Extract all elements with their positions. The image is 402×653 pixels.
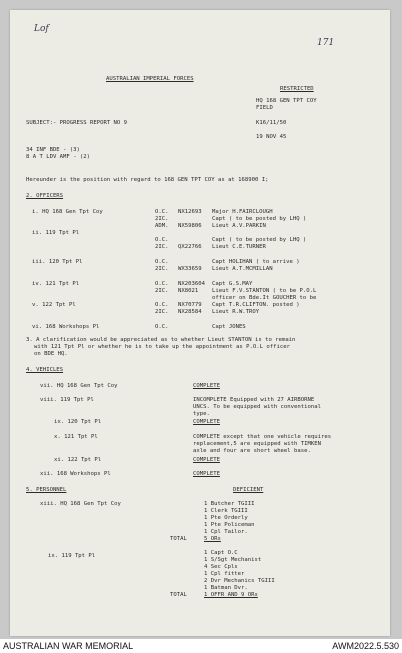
addressee-1: 34 INF BDE - (3): [26, 147, 80, 153]
vehicle-detail: type.: [193, 411, 210, 417]
document-page: [10, 10, 390, 636]
intro-paragraph: Hereunder is the position with regard to 168 GEN TPT COY as at 168900 I;: [26, 177, 269, 183]
officer-name: Lieut R.W.TROY: [212, 309, 260, 315]
personnel-item: 2 Dvr Mechanics TGIII: [204, 578, 275, 584]
deficient-label: DEFICIENT: [233, 487, 264, 493]
officer-name: Major H.FAIRCLOUGH: [212, 209, 273, 215]
hq-line-2: FIELD: [256, 105, 273, 111]
officer-number: NX8021: [178, 288, 199, 294]
vehicle-unit: vii. HQ 168 Gen Tpt Coy: [40, 383, 118, 389]
total-value: 1 OFFR AND 9 ORs: [204, 592, 258, 598]
personnel-unit: ix. 119 Tpt Pl: [48, 553, 96, 559]
officer-name-continued: officer on Bde.It GOUCHER to be: [212, 295, 317, 301]
reference-number: K16/11/50: [256, 120, 287, 126]
officers-heading: 2. OFFICERS: [26, 193, 64, 199]
personnel-item: 1 Pte Orderly: [204, 515, 248, 521]
vehicle-status: COMPLETE: [193, 471, 220, 477]
officer-unit: ii. 119 Tpt Pl: [32, 230, 80, 236]
officer-name: Lieut C.E.TURNER: [212, 244, 266, 250]
officer-role: O.C.: [155, 237, 169, 243]
vehicle-status: COMPLETE: [193, 457, 220, 463]
vehicles-heading: 4. VEHICLES: [26, 367, 64, 373]
personnel-item: 1 Capt O.C: [204, 550, 238, 556]
subject-line: SUBJECT:- PROGRESS REPORT NO 9: [26, 120, 128, 126]
officer-role: O.C.: [155, 259, 169, 265]
footer-bar: [0, 639, 402, 653]
officer-number: NX70779: [178, 302, 202, 308]
officer-role: O.C.: [155, 209, 169, 215]
handwritten-mark-top-left: Lof: [34, 24, 49, 34]
officer-name: Capt G.S.MAY: [212, 281, 253, 287]
officer-name: Capt ( to be posted by LHQ ): [212, 216, 307, 222]
vehicle-unit: ix. 120 Tpt Pl: [54, 419, 102, 425]
personnel-item: 1 Butcher TGIII: [204, 501, 255, 507]
officer-role: O.C.: [155, 324, 169, 330]
vehicle-unit: xi. 122 Tpt Pl: [54, 457, 102, 463]
clarification-line-3: on BDE HQ.: [34, 351, 68, 357]
total-label: TOTAL: [170, 592, 187, 598]
personnel-unit: xiii. HQ 168 Gen Tpt Coy: [40, 501, 121, 507]
officer-name: Lieut F.V.STANTON ( to be P.O.L: [212, 288, 317, 294]
officer-name: Capt HOLIHAN ( to arrive ): [212, 259, 300, 265]
personnel-item: 1 Cpl Tailor.: [204, 529, 248, 535]
classification: RESTRICTED: [280, 86, 314, 92]
vehicle-detail: INCOMPLETE Equipped with 27 AIRBORNE: [193, 397, 315, 403]
officer-role: O.C.: [155, 281, 169, 287]
clarification-line-1: 3. A clarification would be appreciated as to whether Lieut STANTON is to remain: [26, 337, 296, 343]
vehicle-status: COMPLETE: [193, 383, 220, 389]
officer-role: O.C.: [155, 302, 169, 308]
vehicle-unit: xii. 168 Workshops Pl: [40, 471, 111, 477]
officer-role: 2IC.: [155, 216, 169, 222]
vehicle-detail: COMPLETE except that one vehicle requires: [193, 434, 332, 440]
officer-unit: vi. 168 Workshops Pl: [32, 324, 100, 330]
officer-unit: iv. 121 Tpt Pl: [32, 281, 80, 287]
officer-name: Lieut A.T.MCMILLAN: [212, 266, 273, 272]
footer-institution: AUSTRALIAN WAR MEMORIAL: [3, 641, 134, 651]
header-title: AUSTRALIAN IMPERIAL FORCES: [106, 76, 194, 82]
officer-number: NX28584: [178, 309, 202, 315]
vehicle-detail: replacement,5 are equipped with TIMKEN: [193, 441, 321, 447]
officer-name: Capt JONES: [212, 324, 246, 330]
addressee-2: 8 A T LDV AMF - (2): [26, 154, 90, 160]
officer-role: 2IC.: [155, 288, 169, 294]
handwritten-folio-number: 171: [317, 38, 335, 48]
personnel-item: 1 Clerk TGIII: [204, 508, 248, 514]
personnel-item: 4 Sec Cpls: [204, 564, 238, 570]
officer-name: Capt T.R.CLIFTON. posted ): [212, 302, 300, 308]
clarification-line-2: with 121 Tpt Pl or whether he is to take up the appointment as P.O.L officer: [34, 344, 290, 350]
document-date: 19 NOV 45: [256, 134, 287, 140]
personnel-item: 1 Pte Policeman: [204, 522, 255, 528]
vehicle-detail: axle and four are short wheel base.: [193, 448, 311, 454]
personnel-heading: 5. PERSONNEL: [26, 487, 67, 493]
officer-name: Capt ( to be posted by LHQ ): [212, 237, 307, 243]
hq-line-1: HQ 168 GEN TPT COY: [256, 98, 317, 104]
personnel-item: 1 Cpl fitter: [204, 571, 245, 577]
personnel-item: 1 Batman Dvr.: [204, 585, 248, 591]
officer-number: NX59806: [178, 223, 202, 229]
personnel-item: 1 S/Sgt Mechanist: [204, 557, 262, 563]
officer-role: ADM.: [155, 223, 169, 229]
vehicle-unit: x. 121 Tpt Pl: [54, 434, 98, 440]
officer-unit: i. HQ 168 Gen Tpt Coy: [32, 209, 103, 215]
officer-unit: v. 122 Tpt Pl: [32, 302, 76, 308]
total-label: TOTAL: [170, 536, 187, 542]
officer-role: 2IC.: [155, 309, 169, 315]
vehicle-unit: viii. 119 Tpt Pl: [40, 397, 94, 403]
footer-accession-number: AWM2022.5.530: [332, 641, 399, 651]
officer-role: 2IC.: [155, 266, 169, 272]
officer-number: NX203604: [178, 281, 205, 287]
officer-role: 2IC.: [155, 244, 169, 250]
officer-number: QX22766: [178, 244, 202, 250]
vehicle-status: COMPLETE: [193, 419, 220, 425]
officer-number: WX33659: [178, 266, 202, 272]
officer-number: NX12693: [178, 209, 202, 215]
officer-unit: iii. 120 Tpt Pl: [32, 259, 83, 265]
officer-name: Lieut A.V.PARKIN: [212, 223, 266, 229]
total-value: 5 ORs: [204, 536, 221, 542]
vehicle-detail: UNCS. To be equipped with conventional: [193, 404, 321, 410]
